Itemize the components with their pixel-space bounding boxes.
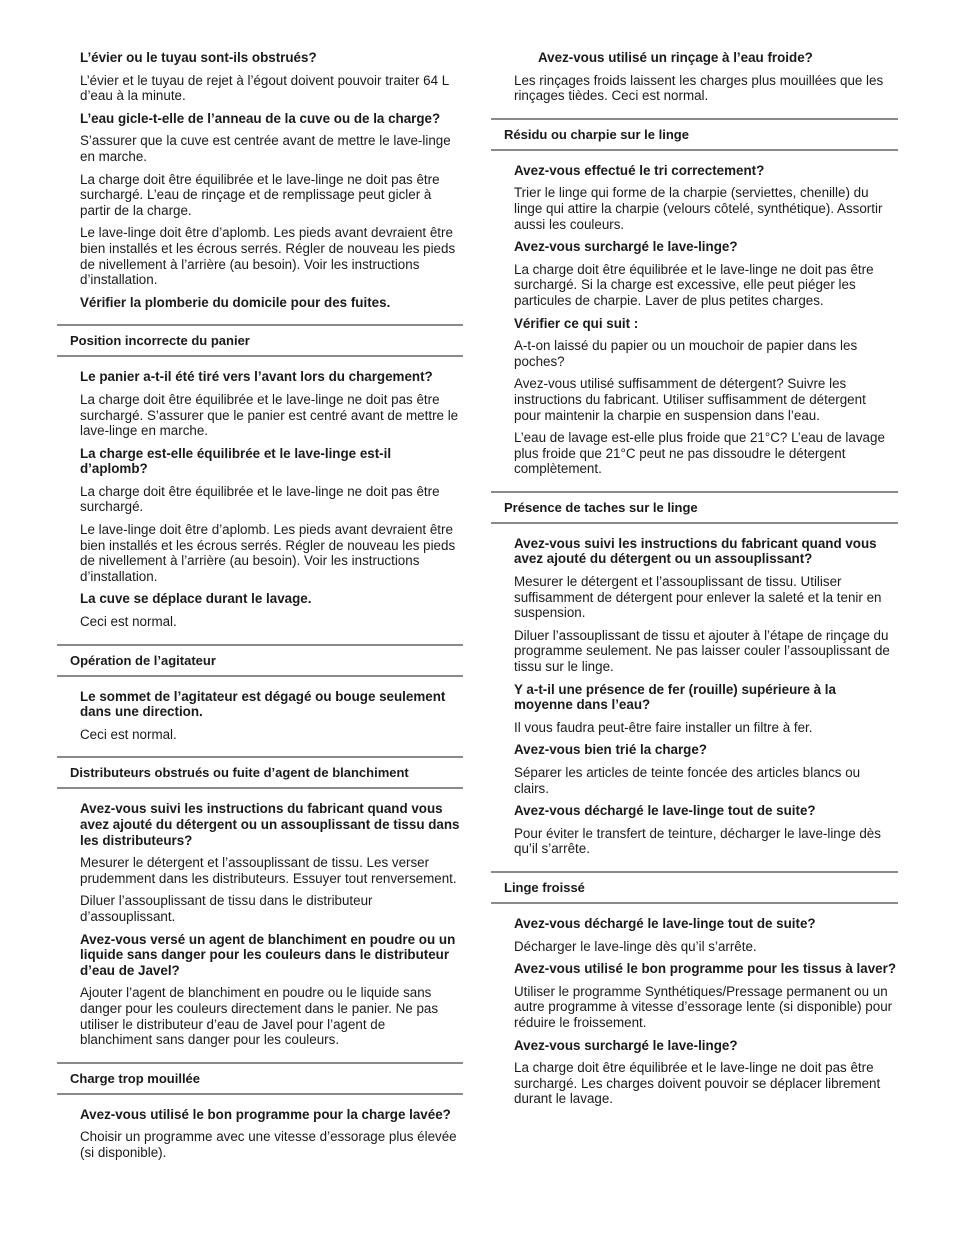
answer-paragraph: Utiliser le programme Synthétiques/Pressage permanent ou un autre programme à vitesse d’essorage lente (si disponible) pour réduire le froissement.	[514, 983, 893, 1030]
answer-paragraph: Diluer l’assouplissant de tissu et ajouter à l’étape de rinçage du programme seulement. Ne pas laisser couler l’assouplissant de tissu sur le linge.	[514, 627, 890, 675]
question-heading: Avez-vous utilisé un rinçage à l’eau froide?	[538, 50, 813, 65]
question-heading: Vérifier ce qui suit :	[514, 315, 639, 331]
answer-paragraph: S’assurer que la cuve est centrée avant de mettre le lave-linge en marche.	[80, 133, 451, 164]
answer-paragraph: Le lave-linge doit être d’aplomb. Les pieds avant devraient être bien installés et les écrous serrés. Régler de nouveau les pieds de nivellement à l’arrière (au besoin). Voir les instructions d’installation.	[80, 522, 456, 584]
right-sections	[491, 118, 898, 1107]
answer-paragraph: Pour éviter le transfert de teinture, décharger le lave-linge dès qu’il s’arrête.	[514, 825, 881, 857]
question-heading: Vérifier la plomberie du domicile pour des fuites.	[80, 294, 391, 310]
answer-paragraph: Diluer l’assouplissant de tissu dans le distributeur d’assouplissant.	[80, 893, 373, 924]
question-heading: Avez-vous bien trié la charge?	[514, 742, 707, 758]
answer-paragraph: Ceci est normal.	[80, 726, 177, 742]
question-heading: Avez-vous déchargé le lave-linge tout de suite?	[514, 915, 816, 931]
question-heading: Le sommet de l’agitateur est dégagé ou bouge seulement dans une direction.	[80, 688, 446, 720]
answer-paragraph: L’eau de lavage est-elle plus froide que 21°C? L’eau de lavage plus froide que 21°C peut ne pas dissoudre le détergent complètement.	[514, 430, 885, 477]
answer-paragraph: L’évier et le tuyau de rejet à l’égout doivent pouvoir traiter 64 L d’eau à la minute.	[80, 72, 449, 104]
question-heading: La charge est-elle équilibrée et le lave-linge est-il d’aplomb?	[80, 445, 392, 477]
right-intro	[491, 50, 898, 104]
section-title: Présence de taches sur le linge	[491, 491, 898, 524]
answer-paragraph: Avez-vous utilisé suffisamment de détergent? Suivre les instructions du fabricant. Utiliser suffisamment de détergent pour maintenir la charpie en suspension dans l’eau.	[514, 376, 866, 423]
question-heading: Avez-vous effectué le tri correctement?	[514, 162, 765, 178]
section-body	[57, 369, 463, 629]
answer-paragraph: Séparer les articles de teinte foncée des articles blancs ou clairs.	[514, 765, 861, 796]
answer-paragraph: La charge doit être équilibrée et le lave-linge ne doit pas être surchargé. Les charges doivent pouvoir se déplacer librement durant le lavage.	[514, 1060, 881, 1107]
question-heading: L’eau gicle-t-elle de l’anneau de la cuve ou de la charge?	[80, 110, 441, 126]
section-title: Linge froissé	[491, 871, 898, 904]
question-heading: La cuve se déplace durant le lavage.	[80, 591, 312, 607]
section-title: Distributeurs obstrués ou fuite d’agent de blanchiment	[57, 756, 463, 789]
section-title: Résidu ou charpie sur le linge	[491, 118, 898, 151]
question-heading: Avez-vous versé un agent de blanchiment en poudre ou un liquide sans danger pour les couleurs dans le distributeur d’eau de Javel?	[80, 931, 456, 978]
section-title: Position incorrecte du panier	[57, 324, 463, 357]
section	[491, 118, 898, 477]
answer-paragraph: Mesurer le détergent et l’assouplissant de tissu. Les verser prudemment dans les distributeurs. Essuyer tout renversement.	[80, 855, 457, 886]
question-heading: Y a-t-il une présence de fer (rouille) supérieure à la moyenne dans l’eau?	[514, 681, 836, 713]
question-heading: Avez-vous suivi les instructions du fabricant quand vous avez ajouté du détergent ou un assouplissant de tissu dans les distributeurs?	[80, 801, 460, 848]
section	[57, 324, 463, 629]
question-heading: Avez-vous déchargé le lave-linge tout de suite?	[514, 803, 816, 819]
question-heading: Avez-vous utilisé le bon programme pour la charge lavée?	[80, 1106, 451, 1122]
answer-paragraph: Ajouter l’agent de blanchiment en poudre ou le liquide sans danger pour les couleurs directement dans le panier. Ne pas utiliser le distributeur d’eau de Javel pour l’agent de blanchiment sans danger pour les couleurs.	[80, 985, 439, 1048]
question-heading: Avez-vous surchargé le lave-linge?	[514, 1037, 738, 1053]
section-body	[57, 689, 463, 743]
answer-paragraph: Le lave-linge doit être d’aplomb. Les pieds avant devraient être bien installés et les écrous serrés. Régler de nouveau les pieds de nivellement à l’arrière (au besoin). Voir les instructions d’installation.	[80, 225, 456, 288]
question-heading: Avez-vous utilisé le bon programme pour les tissus à laver?	[514, 961, 896, 977]
section	[491, 871, 898, 1107]
left-intro	[57, 50, 463, 310]
answer-paragraph: A-t-on laissé du papier ou un mouchoir de papier dans les poches?	[514, 338, 858, 369]
answer-paragraph: Ceci est normal.	[80, 614, 177, 630]
left-sections	[57, 324, 463, 1160]
section-title: Charge trop mouillée	[57, 1062, 463, 1095]
section-body	[491, 163, 898, 477]
question-heading: Avez-vous surchargé le lave-linge?	[514, 239, 738, 255]
section-body	[57, 1107, 463, 1161]
question-heading: Avez-vous suivi les instructions du fabricant quand vous avez ajouté du détergent ou un assouplissant?	[514, 535, 877, 567]
answer-paragraph: La charge doit être équilibrée et le lave-linge ne doit pas être surchargé.	[80, 483, 440, 515]
answer-paragraph: La charge doit être équilibrée et le lave-linge ne doit pas être surchargé. S’assurer que le panier est centré avant de mettre le lave-linge en marche.	[80, 391, 459, 439]
section	[491, 491, 898, 857]
section-body	[491, 536, 898, 857]
section-body	[491, 916, 898, 1107]
answer-paragraph: Il vous faudra peut-être faire installer un filtre à fer.	[514, 719, 813, 735]
answer-paragraph: La charge doit être équilibrée et le lave-linge ne doit pas être surchargé. Si la charge est excessive, elle peut piéger les particules de charpie. Laver de plus petites charges.	[514, 261, 874, 308]
question-heading: Le panier a-t-il été tiré vers l’avant lors du chargement?	[80, 369, 433, 385]
answer-paragraph: Trier le linge qui forme de la charpie (serviettes, chenille) du linge qui attire la charpie (velours côtelé, synthétique). Assortir aussi les couleurs.	[514, 185, 883, 232]
answer-paragraph: Choisir un programme avec une vitesse d’essorage plus élevée (si disponible).	[80, 1129, 457, 1160]
section	[57, 644, 463, 743]
section-body	[57, 801, 463, 1047]
section-title: Opération de l’agitateur	[57, 644, 463, 677]
answer-paragraph: Décharger le lave-linge dès qu’il s’arrête.	[514, 938, 757, 954]
section	[57, 1062, 463, 1161]
answer-paragraph: Mesurer le détergent et l’assouplissant de tissu. Utiliser suffisamment de détergent pour enlever la saleté et la tenir en suspension.	[514, 574, 882, 621]
right-column	[491, 50, 898, 1114]
left-column	[57, 50, 463, 1168]
section	[57, 756, 463, 1047]
answer-paragraph: La charge doit être équilibrée et le lave-linge ne doit pas être surchargé. L’eau de rinçage et de remplissage peut gicler à partir de la charge.	[80, 171, 440, 218]
question-heading: L’évier ou le tuyau sont-ils obstrués?	[80, 50, 317, 65]
answer-paragraph: Les rinçages froids laissent les charges plus mouillées que les rinçages tièdes. Ceci est normal.	[514, 72, 884, 104]
